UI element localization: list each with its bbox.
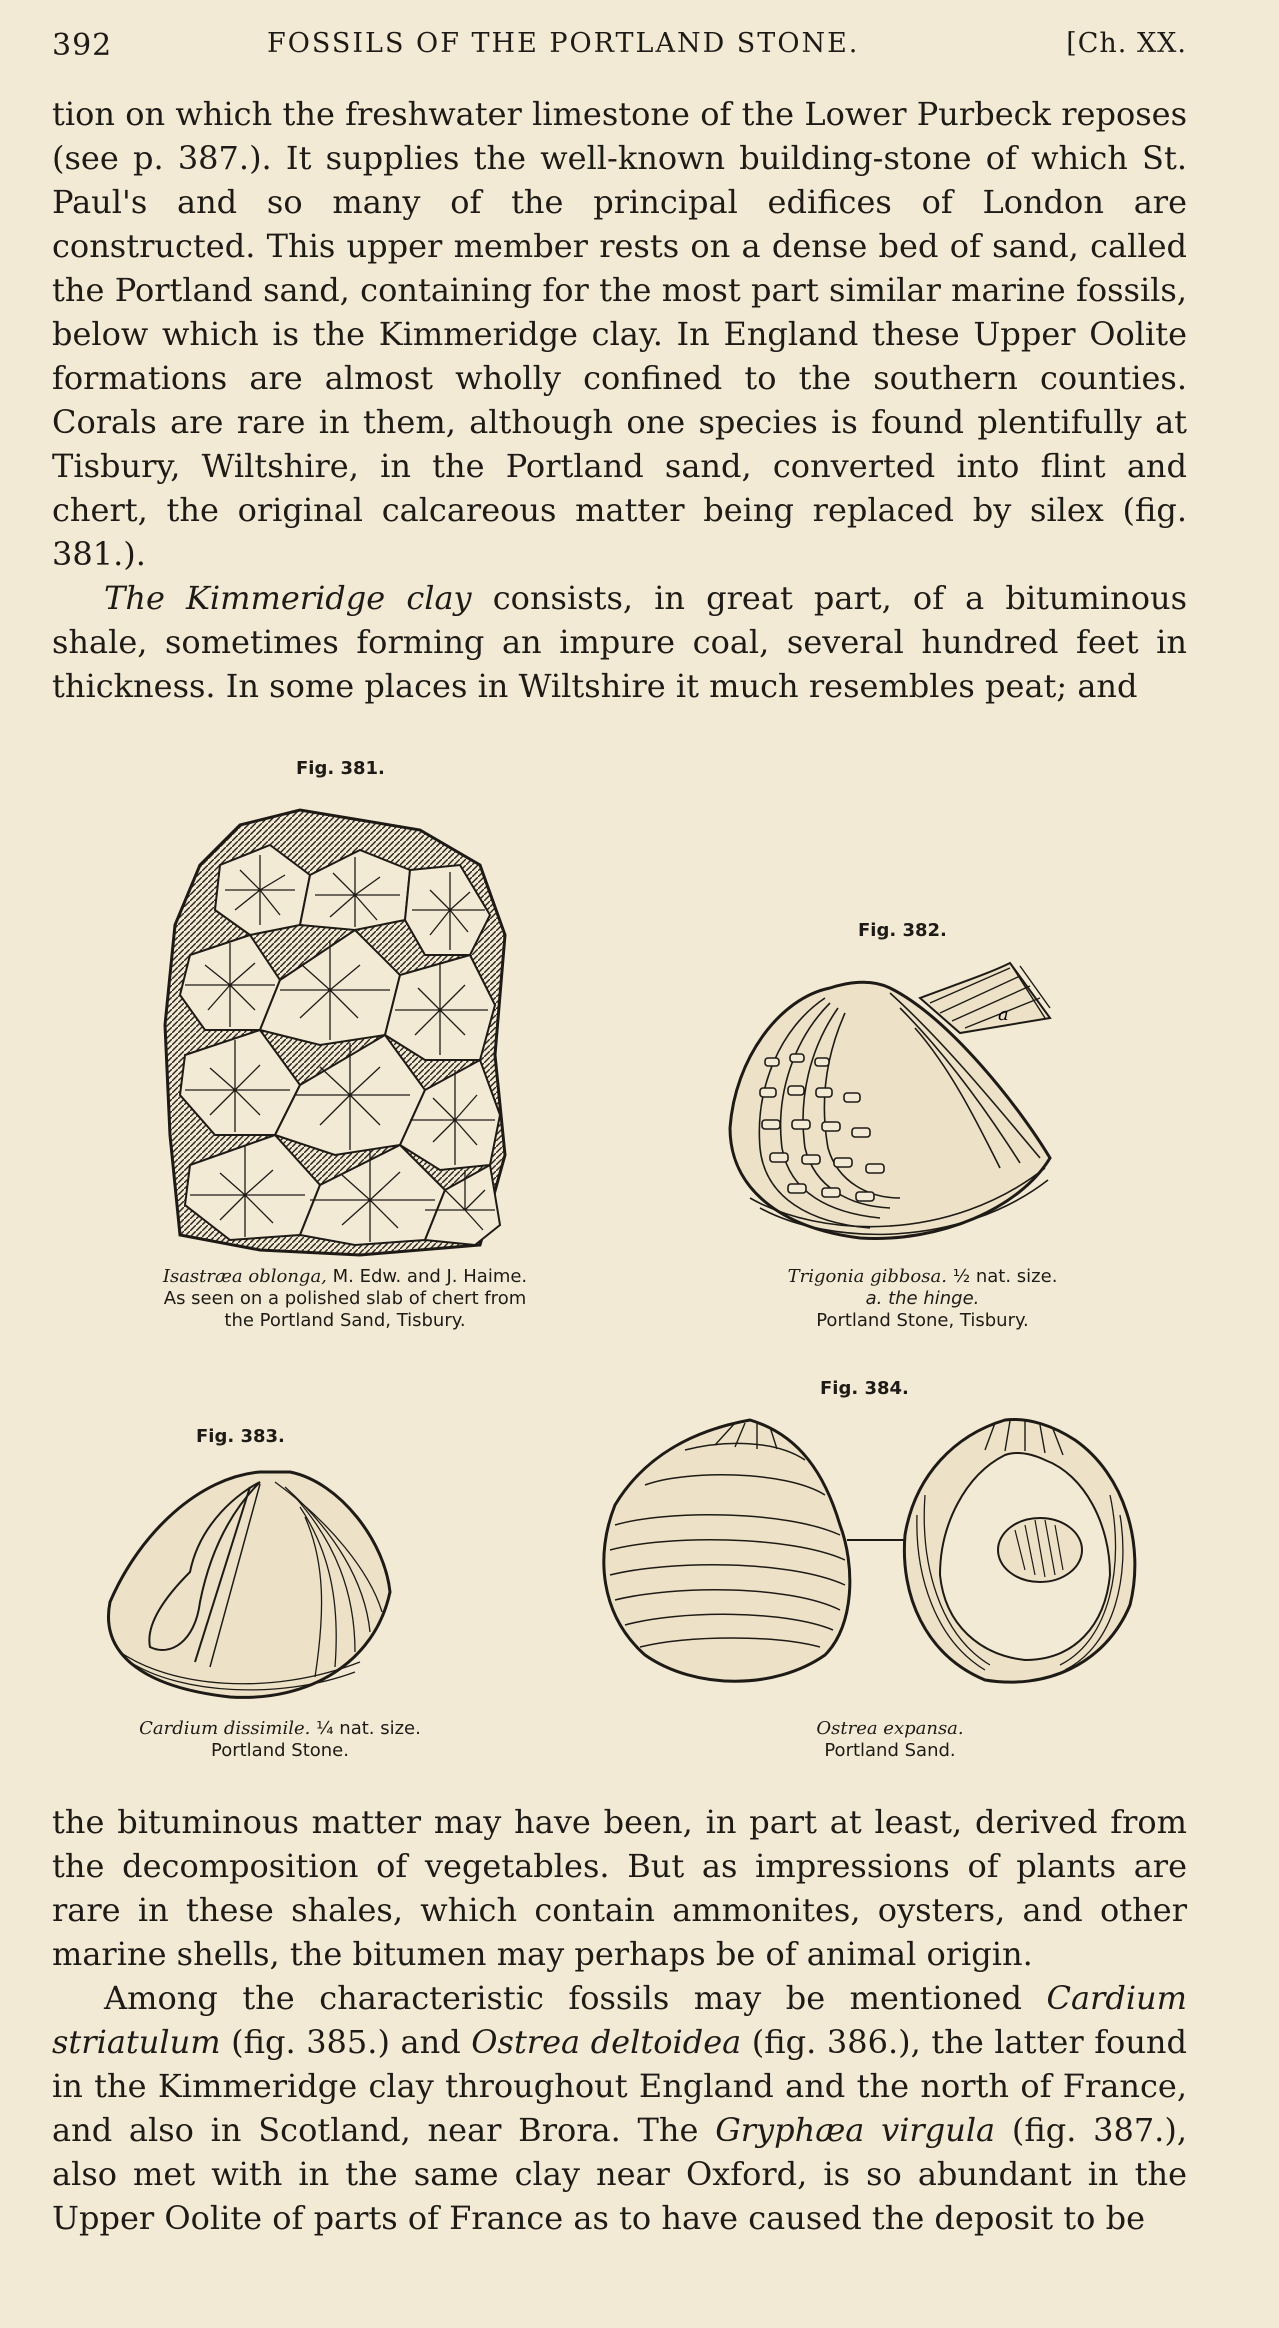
fig-384-species: Ostrea expansa.	[816, 1718, 964, 1739]
page-number: 392	[52, 28, 113, 63]
fig-383-size: ¼ nat. size.	[310, 1718, 421, 1739]
fig-381-caption	[100, 1266, 590, 1332]
fig-384-caption	[750, 1718, 1030, 1762]
paragraph-portland-stone: tion on which the freshwater limestone of the Lower Purbeck reposes (see p. 387.). It supplies the well-known building-stone of which St. Paul's and so many of the principal edifices of London are constructed. This upper member rests on a dense bed of sand, called the Portland sand, containing for the most part similar marine fossils, below which is the Kimmeridge clay. In England these Upper Oolite formations are almost wholly confined to the southern counties. Corals are rare in them, although one species is found plentifully at Tisbury, Wiltshire, in the Portland sand, converted into flint and chert, the original calcareous matter being replaced by silex (fig. 381.).	[52, 95, 1187, 573]
fig-383-label: Fig. 383.	[196, 1426, 285, 1447]
fig-382-caption	[735, 1266, 1110, 1332]
fossils-text-a: Among the characteristic fossils may be mentioned	[104, 1979, 1047, 2017]
fig-382-size: ½ nat. size.	[946, 1266, 1058, 1287]
ostrea-shell-illustration	[585, 1415, 1145, 1700]
cardium-shell-illustration	[100, 1462, 400, 1707]
fossils-text-b: (fig. 385.) and	[220, 2023, 472, 2061]
fig-384-label: Fig. 384.	[820, 1378, 909, 1399]
fig-382-species: Trigonia gibbosa.	[787, 1266, 947, 1287]
fossils-text-d: (fig. 387.), also met with in the same clay near Oxford, is so abundant in the Upper Oolite of parts of France as to have caused the deposit to be	[52, 2111, 1188, 2237]
top-text-block	[52, 92, 1187, 708]
paragraph-bitumen: the bituminous matter may have been, in part at least, derived from the decomposition of vegetables. But as impressions of plants are rare in these shales, which contain ammonites, oysters, and other marine shells, the bitumen may perhaps be of animal origin.	[52, 1803, 1187, 1973]
coral-isastraea-illustration	[160, 805, 520, 1260]
fig-382-caption-line2: a. the hinge.	[865, 1288, 980, 1309]
kimmeridge-clay-italic: The Kimmeridge clay	[104, 579, 472, 617]
fig-381-authors: M. Edw. and J. Haime.	[326, 1266, 528, 1287]
page-header	[52, 28, 1187, 74]
fig-381-label: Fig. 381.	[296, 758, 385, 779]
ostrea-deltoidea-italic: Ostrea deltoidea	[471, 2023, 742, 2061]
chapter-marker: [Ch. XX.	[1066, 28, 1187, 59]
fig-383-species: Cardium dissimile.	[139, 1718, 311, 1739]
fig-381-caption-line3: the Portland Sand, Tisbury.	[224, 1310, 466, 1331]
fig-381-caption-line2: As seen on a polished slab of chert from	[163, 1288, 527, 1309]
paragraph-characteristic-fossils	[52, 1976, 1187, 2240]
fig-383-caption-line2: Portland Stone.	[211, 1740, 349, 1761]
fig-381-species: Isastræa oblonga,	[162, 1266, 327, 1287]
fig-382-label: Fig. 382.	[858, 920, 947, 941]
gryphaea-virgula-italic: Gryphæa virgula	[715, 2111, 996, 2149]
kimmeridge-clay-text: consists, in great part, of a bituminous shale, sometimes forming an impure coal, several hundred feet in thickness. In some places in Wiltshire it much resembles peat; and	[52, 579, 1188, 705]
paragraph-kimmeridge-clay	[52, 576, 1187, 708]
trigonia-shell-illustration	[720, 958, 1080, 1258]
fig-382-caption-line3: Portland Stone, Tisbury.	[816, 1310, 1029, 1331]
hinge-label-a: a	[998, 1004, 1009, 1025]
cardium-striatulum-italic: Cardium striatulum	[52, 1979, 1187, 2061]
bottom-text-block	[52, 1800, 1187, 2240]
fig-384-caption-line2: Portland Sand.	[824, 1740, 956, 1761]
running-title: FOSSILS OF THE PORTLAND STONE.	[267, 28, 860, 59]
fig-383-caption	[80, 1718, 480, 1762]
fossils-text-c: (fig. 386.), the latter found in the Kimmeridge clay throughout England and the north of France, and also in Scotland, near Brora. The	[52, 2023, 1188, 2149]
